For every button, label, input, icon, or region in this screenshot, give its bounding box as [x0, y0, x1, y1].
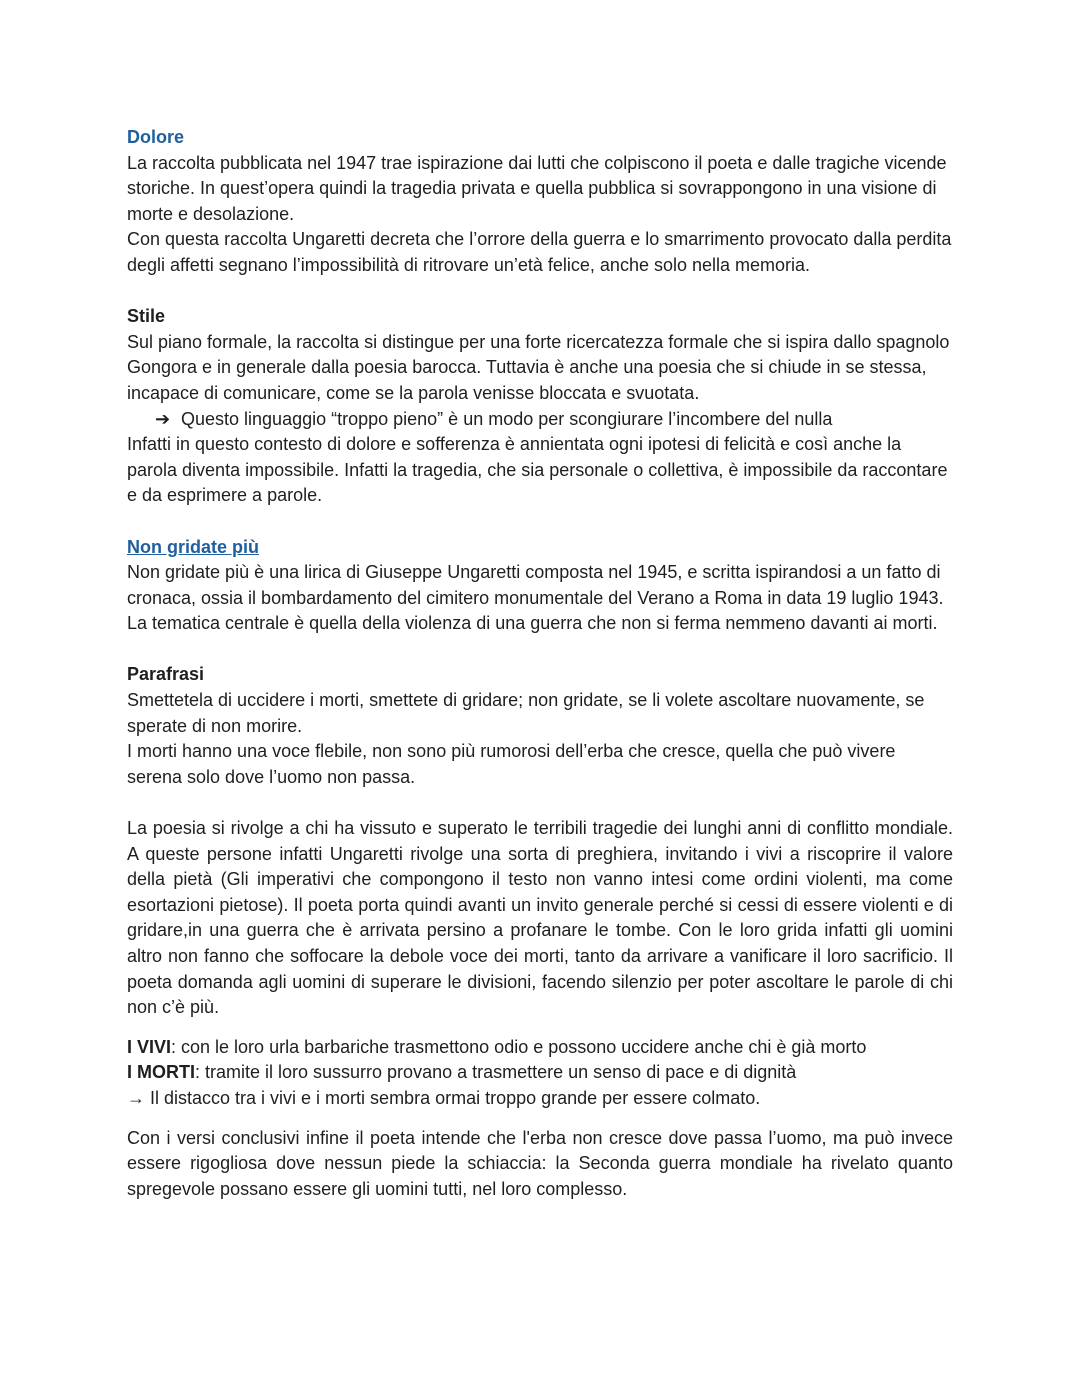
morti-text: : tramite il loro sussurro provano a trasmettere un senso di pace e di dignità — [195, 1062, 797, 1083]
non-gridate-paragraph: Non gridate più è una lirica di Giuseppe Ungaretti composta nel 1945, e scritta ispirandosi a un fatto di cronaca, ossia il bombardamento del cimitero monumentale del Verano a Roma in data 19 luglio 1943. La tematica centrale è quella della violenza di una guerra che non si ferma nemmeno davanti ai morti. — [127, 562, 944, 634]
heading-stile: Stile — [127, 306, 166, 327]
arrow-right-icon: ➔ — [155, 408, 171, 429]
document-page — [127, 125, 953, 1202]
conclusion-paragraph: Con i versi conclusivi infine il poeta intende che l'erba non cresce dove passa l’uomo, ma può invece essere rigogliosa dove nessun piede la schiaccia: la Seconda guerra mondiale ha rivelato quanto spregevole possano essere gli uomini tutti, nel loro complesso. — [127, 1127, 953, 1199]
heading-non-gridate-link[interactable]: Non gridate più — [127, 536, 259, 557]
stile-paragraph-2: Infatti in questo contesto di dolore e sofferenza è annientata ogni ipotesi di felicità e così anche la parola diventa impossibile. Infatti la tragedia, che sia personale o collettiva, è impossibile da raccontare e da esprimere a parole. — [127, 434, 948, 506]
arrow-right-icon: → — [127, 1087, 145, 1108]
dolore-paragraph-1: La raccolta pubblicata nel 1947 trae ispirazione dai lutti che colpiscono il poeta e dalle tragiche vicende storiche. In quest’opera quindi la tragedia privata e quella pubblica si sovrappongono in una visione di morte e desolazione. — [127, 152, 947, 224]
vivi-morti-block — [127, 1035, 953, 1112]
stile-arrow-bullet — [127, 407, 953, 433]
analysis-paragraph: La poesia si rivolge a chi ha vissuto e superato le terribili tragedie dei lunghi anni di conflitto mondiale. A queste persone infatti Ungaretti rivolge una sorta di preghiera, invitando i vivi a riscoprire il valore della pietà (Gli imperativi che compongono il testo non vanno intesi come ordini violenti, ma come esortazioni pietose). Il poeta porta quindi avanti un invito generale perché si cessi di essere violenti e di gridare,in una guerra che è arrivata persino a profanare le tombe. Con le loro grida infatti gli uomini altro non fanno che soffocare la debole voce dei morti, tanto da arrivare a vanificare il loro sacrificio. Il poeta domanda agli uomini di superare le divisioni, facendo silenzio per poter ascoltare le parole di chi non c’è più. — [127, 818, 953, 1018]
parafrasi-paragraph-1: Smettetela di uccidere i morti, smettete di gridare; non gridate, se li volete ascoltare nuovamente, se sperate di non morire. — [127, 690, 925, 736]
stile-bullet-text: Questo linguaggio “troppo pieno” è un modo per scongiurare l’incombere del nulla — [181, 408, 833, 429]
vivi-label: I VIVI — [127, 1036, 172, 1057]
stile-paragraph-1: Sul piano formale, la raccolta si distingue per una forte ricercatezza formale che si ispira dallo spagnolo Gongora e in generale dalla poesia barocca. Tuttavia è anche una poesia che si chiude in se stessa, incapace di comunicare, come se la parola venisse bloccata e svuotata. — [127, 331, 950, 403]
distacco-text: Il distacco tra i vivi e i morti sembra ormai troppo grande per essere colmato. — [145, 1087, 761, 1108]
morti-label: I MORTI — [127, 1062, 195, 1083]
dolore-paragraph-2: Con questa raccolta Ungaretti decreta che l’orrore della guerra e lo smarrimento provocato dalla perdita degli affetti segnano l’impossibilità di ritrovare un’età felice, anche solo nella memoria. — [127, 229, 952, 275]
heading-parafrasi: Parafrasi — [127, 664, 205, 685]
heading-dolore: Dolore — [127, 127, 185, 147]
parafrasi-paragraph-2: I morti hanno una voce flebile, non sono più rumorosi dell’erba che cresce, quella che può vivere serena solo dove l’uomo non passa. — [127, 741, 896, 787]
vivi-text: : con le loro urla barbariche trasmettono odio e possono uccidere anche chi è già morto — [171, 1036, 867, 1057]
